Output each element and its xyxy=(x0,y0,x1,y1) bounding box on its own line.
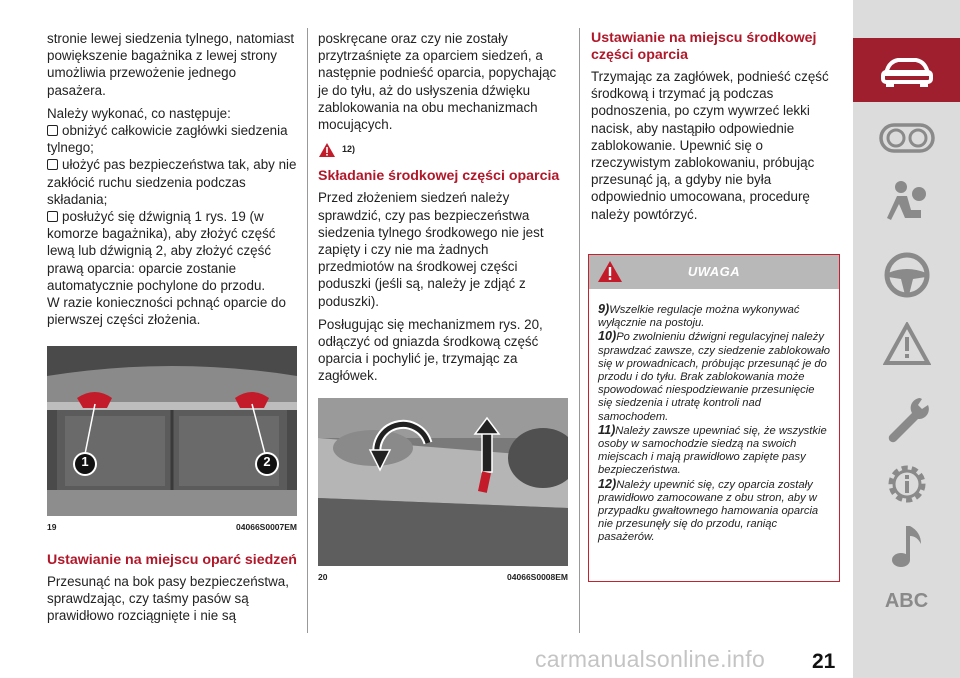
sidebar-item-safety[interactable] xyxy=(853,178,960,226)
figure-caption xyxy=(318,572,568,582)
column-right xyxy=(591,30,841,229)
sidebar-item-technical-data[interactable] xyxy=(853,456,960,512)
seat-airbag-icon xyxy=(885,180,929,224)
sidebar-item-index[interactable] xyxy=(853,586,960,616)
column-left-bottom xyxy=(47,552,297,631)
paragraph: Przesunąć na bok pasy bezpieczeństwa, sprawdzając, czy taśmy pasów są prawidłowo rozciągnięte i nie są xyxy=(47,574,289,624)
dashboard-gauges-icon xyxy=(879,123,935,153)
sidebar-item-maintenance[interactable] xyxy=(853,392,960,448)
list-item: 10)Po zwolnieniu dźwigni regulacyjnej należy sprawdzać zawsze, czy siedzenie zablokowało się w prowadnicach, próbując przesunąć je do przodu i do tyłu. Brak zablokowania może spowodować niespodziewanie przesunięcie się siedzenia i utratę kontroli nad samochodem. xyxy=(598,329,830,423)
list-item: ułożyć pas bezpieczeństwa tak, aby nie zakłócić ruchu siedzenia podczas składania; xyxy=(47,157,297,207)
bullet-list xyxy=(47,122,297,294)
sidebar-item-car[interactable] xyxy=(853,48,960,92)
checkbox-bullet-icon xyxy=(47,159,58,170)
warning-reference: 12) xyxy=(318,141,568,158)
sidebar-item-multimedia[interactable] xyxy=(853,518,960,574)
music-note-icon xyxy=(887,522,927,570)
list-item: 9)Wszelkie regulacje można wykonywać wyłącznie na postoju. xyxy=(598,302,800,330)
column-middle xyxy=(318,30,568,391)
section-heading: Składanie środkowej części oparcia xyxy=(318,168,560,185)
paragraph: stronie lewej siedzenia tylnego, natomiast powiększenie bagażnika z lewej strony umożliwia przewożenie jednego pasażera. xyxy=(47,31,295,98)
list-item: 12)Należy upewnić się, czy oparcia zostały prawidłowo zamocowane z obu stron, aby w przypadku gwałtownego hamowania oparcia nie przesunęły się do przodu, raniąc pasażerów. xyxy=(598,476,819,544)
figure-20 xyxy=(318,398,568,566)
car-icon xyxy=(880,52,934,88)
page-number: 21 xyxy=(812,650,836,673)
watermark: carmanualsonline.info xyxy=(535,646,766,672)
paragraph: Należy wykonać, co następuje: xyxy=(47,105,231,121)
warning-triangle-icon xyxy=(318,142,336,158)
paragraph: Trzymając za zagłówek, podnieść część środkową i trzymać ją podczas podnoszenia, po czym wywrzeć lekki nacisk, aby nastąpiło odpowiednie zablokowanie. Upewnić się o rzeczywistym zablokowaniu, próbując przesunąć ją, a gdyby nie była odpowiednio umocowana, procedurę należy powtórzyć. xyxy=(591,69,829,222)
trunk-illustration xyxy=(47,346,297,516)
sidebar-item-emergency[interactable] xyxy=(853,318,960,370)
warning-box xyxy=(588,254,840,582)
sidebar-item-dashboard[interactable] xyxy=(853,118,960,158)
figure-number: 19 xyxy=(47,522,57,532)
checkbox-bullet-icon xyxy=(47,211,58,222)
checkbox-bullet-icon xyxy=(47,125,58,136)
column-left xyxy=(47,30,297,334)
callout-label-2: 2 xyxy=(263,454,271,469)
section-heading: Ustawianie na miejscu oparć siedzeń xyxy=(47,552,297,568)
list-item: obniżyć całkowicie zagłówki siedzenia tylnego; xyxy=(47,123,288,156)
sidebar-item-driving[interactable] xyxy=(853,248,960,302)
column-divider xyxy=(579,28,580,633)
paragraph: Posługując się mechanizmem rys. 20, odłączyć od gniazda środkową część oparcia i pochylić je, trzymając za zagłówek. xyxy=(318,316,543,384)
wrench-icon xyxy=(884,395,930,445)
figure-caption xyxy=(47,522,297,532)
column-divider xyxy=(307,28,308,633)
callout-label-1: 1 xyxy=(81,454,89,469)
warning-notes xyxy=(589,289,839,545)
gear-info-icon xyxy=(882,459,932,509)
paragraph: poskręcane oraz czy nie zostały przytrzaśnięte za oparciem siedzeń, a następnie podnieść oparcia, popychając je do tyłu, aż do usłyszenia dźwięku zablokowania na obu mechanizmach mocujących. xyxy=(318,31,557,133)
section-heading: Ustawianie na miejscu środkowej części oparcia xyxy=(591,30,817,63)
list-item: 11)Należy zawsze upewniać się, że wszystkie osoby w samochodzie siedzą na swoich miejscach i mają prawidłowo zapięte pasy bezpieczeństwa. xyxy=(598,422,827,477)
paragraph: Przed złożeniem siedzeń należy sprawdzić, czy pas bezpieczeństwa siedzenia tylnego środkowego nie jest zapięty i czy nie ma żadnych przedmiotów na środkowej części poduszki (jeśli są, należy je zdjąć z poduszki). xyxy=(318,190,544,309)
abc-text-icon: ABC xyxy=(884,589,929,612)
warning-box-title: UWAGA xyxy=(687,264,741,279)
warning-box-header xyxy=(589,255,839,289)
list-item: posłużyć się dźwignią 1 rys. 19 (w komorze bagażnika), aby złożyć część lewą lub dźwignią 2, aby złożyć część prawą oparcia: oparcie zostanie automatycznie pochylone do przodu. xyxy=(47,209,276,293)
figure-19 xyxy=(47,346,297,516)
figure-code: 04066S0008EM xyxy=(507,572,568,582)
steering-wheel-icon xyxy=(883,251,931,299)
figure-number: 20 xyxy=(318,572,328,582)
warning-triangle-icon xyxy=(883,322,931,366)
paragraph: W razie konieczności pchnąć oparcie do pierwszej części złożenia. xyxy=(47,295,286,328)
seat-illustration xyxy=(318,398,568,566)
figure-code: 04066S0007EM xyxy=(236,522,297,532)
